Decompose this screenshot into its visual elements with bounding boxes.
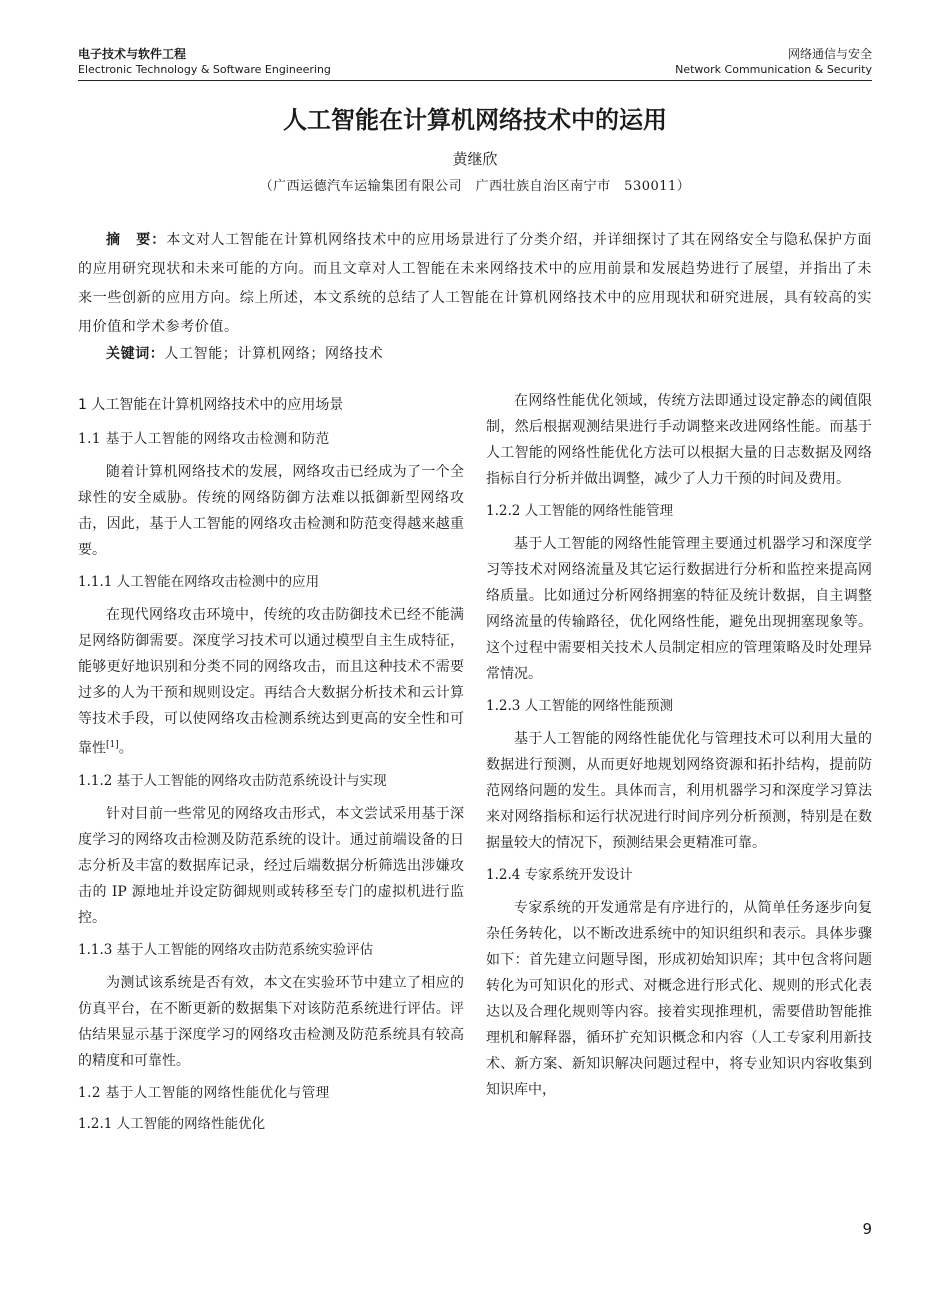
page-number: 9 [862, 1220, 872, 1238]
page-header [78, 46, 872, 81]
citation-ref: [1] [106, 740, 119, 750]
subsubsection-heading: 1.2.4 专家系统开发设计 [486, 867, 633, 883]
body-paragraph [78, 602, 464, 762]
left-column [78, 388, 464, 1144]
body-paragraph: 为测试该系统是否有效，本文在实验环节中建立了相应的仿真平台，在不断更新的数据集下对该防范系统进行评估。评估结果显示基于深度学习的网络攻击检测及防范系统具有较高的精度和可靠性。 [78, 974, 464, 1069]
body-paragraph: 基于人工智能的网络性能管理主要通过机器学习和深度学习等技术对网络流量及其它运行数据进行分析和监控来提高网络质量。比如通过分析网络拥塞的特征及统计数据，自主调整网络流量的传输路径，优化网络性能，避免出现拥塞现象等。这个过程中需要相关技术人员制定相应的管理策略及时处理异常情况。 [486, 536, 872, 682]
paragraph-end: 。 [118, 740, 133, 757]
journal-info [78, 46, 331, 77]
keywords-text: 人工智能；计算机网络；网络技术 [164, 346, 384, 362]
subsubsection-heading: 1.2.2 人工智能的网络性能管理 [486, 503, 674, 519]
section-heading: 1 人工智能在计算机网络技术中的应用场景 [78, 397, 344, 413]
subsubsection-heading: 1.2.3 人工智能的网络性能预测 [486, 698, 674, 714]
body-paragraph: 随着计算机网络技术的发展，网络攻击已经成为了一个全球性的安全威胁。传统的网络防御方法难以抵御新型网络攻击，因此，基于人工智能的网络攻击检测和防范变得越来越重要。 [78, 464, 464, 558]
body-paragraph: 针对目前一些常见的网络攻击形式，本文尝试采用基于深度学习的网络攻击检测及防范系统的设计。通过前端设备的日志分析及丰富的数据库记录，经过后端数据分析筛选出涉嫌攻击的 IP 源地址并设定防御规则或转移至专门的虚拟机进行监控。 [78, 805, 464, 926]
journal-name-cn: 电子技术与软件工程 [78, 47, 187, 61]
abstract [78, 226, 872, 342]
section-info [675, 46, 872, 77]
paragraph-text: 在现代网络攻击环境中，传统的攻击防御技术已经不能满足网络防御需要。深度学习技术可以通过模型自主生成特征，能够更好地识别和分类不同的网络攻击，而且这种技术不需要过多的人为干预和规则设定。再结合大数据分析技术和云计算等技术手段，可以使网络攻击检测系统达到更高的安全性和可靠性 [78, 607, 464, 757]
subsubsection-heading: 1.2.1 人工智能的网络性能优化 [78, 1115, 266, 1132]
keywords-label: 关键词： [106, 346, 165, 362]
journal-name-en: Electronic Technology & Software Engineering [78, 63, 331, 76]
section-name-cn: 网络通信与安全 [787, 47, 872, 61]
subsubsection-heading: 1.1.3 基于人工智能的网络攻击防范系统实验评估 [78, 941, 374, 958]
subsubsection-heading: 1.1.1 人工智能在网络攻击检测中的应用 [78, 574, 320, 590]
keywords [78, 341, 872, 367]
subsubsection-heading: 1.1.2 基于人工智能的网络攻击防范系统设计与实现 [78, 772, 387, 789]
section-name-en: Network Communication & Security [675, 63, 872, 76]
author-affiliation: （广西运德汽车运输集团有限公司 广西壮族自治区南宁市 530011） [259, 179, 691, 194]
body-paragraph: 基于人工智能的网络性能优化与管理技术可以利用大量的数据进行预测，从而更好地规划网络资源和拓扑结构，提前防范网络问题的发生。具体而言，利用机器学习和深度学习算法来对网络指标和运行状况进行时间序列分析预测，特别是在数据量较大的情况下，预测结果会更精准可靠。 [486, 731, 872, 851]
abstract-text: 本文对人工智能在计算机网络技术中的应用场景进行了分类介绍，并详细探讨了其在网络安全与隐私保护方面的应用研究现状和未来可能的方向。而且文章对人工智能在未来网络技术中的应用前景和发展趋势进行了展望，并指出了未来一些创新的应用方向。综上所述，本文系统的总结了人工智能在计算机网络技术中的应用现状和研究进展，具有较高的实用价值和学术参考价值。 [78, 232, 873, 335]
body-paragraph: 专家系统的开发通常是有序进行的，从简单任务逐步向复杂任务转化，以不断改进系统中的知识组织和表示。具体步骤如下：首先建立问题导图，形成初始知识库；其中包含将问题转化为可知识化的形式、对概念进行形式化、规则的形式化表达以及合理化规则等内容。接着实现推理机，需要借助智能推理机和解释器，循环扩充知识概念和内容（人工专家利用新技术、新方案、新知识解决问题过程中，将专业知识内容收集到知识库中， [486, 900, 872, 1098]
body-paragraph: 在网络性能优化领域，传统方法即通过设定静态的阈值限制，然后根据观测结果进行手动调整来改进网络性能。而基于人工智能的网络性能优化方法可以根据大量的日志数据及网络指标自行分析并做出调整，减少了人力干预的时间及费用。 [486, 393, 872, 487]
author-name: 黄继欣 [452, 150, 498, 168]
paper-title: 人工智能在计算机网络技术中的运用 [283, 106, 667, 134]
subsection-heading: 1.2 基于人工智能的网络性能优化与管理 [78, 1084, 330, 1101]
subsection-heading: 1.1 基于人工智能的网络攻击检测和防范 [78, 431, 330, 447]
right-column [486, 388, 872, 1111]
abstract-label: 摘 要： [106, 232, 167, 248]
